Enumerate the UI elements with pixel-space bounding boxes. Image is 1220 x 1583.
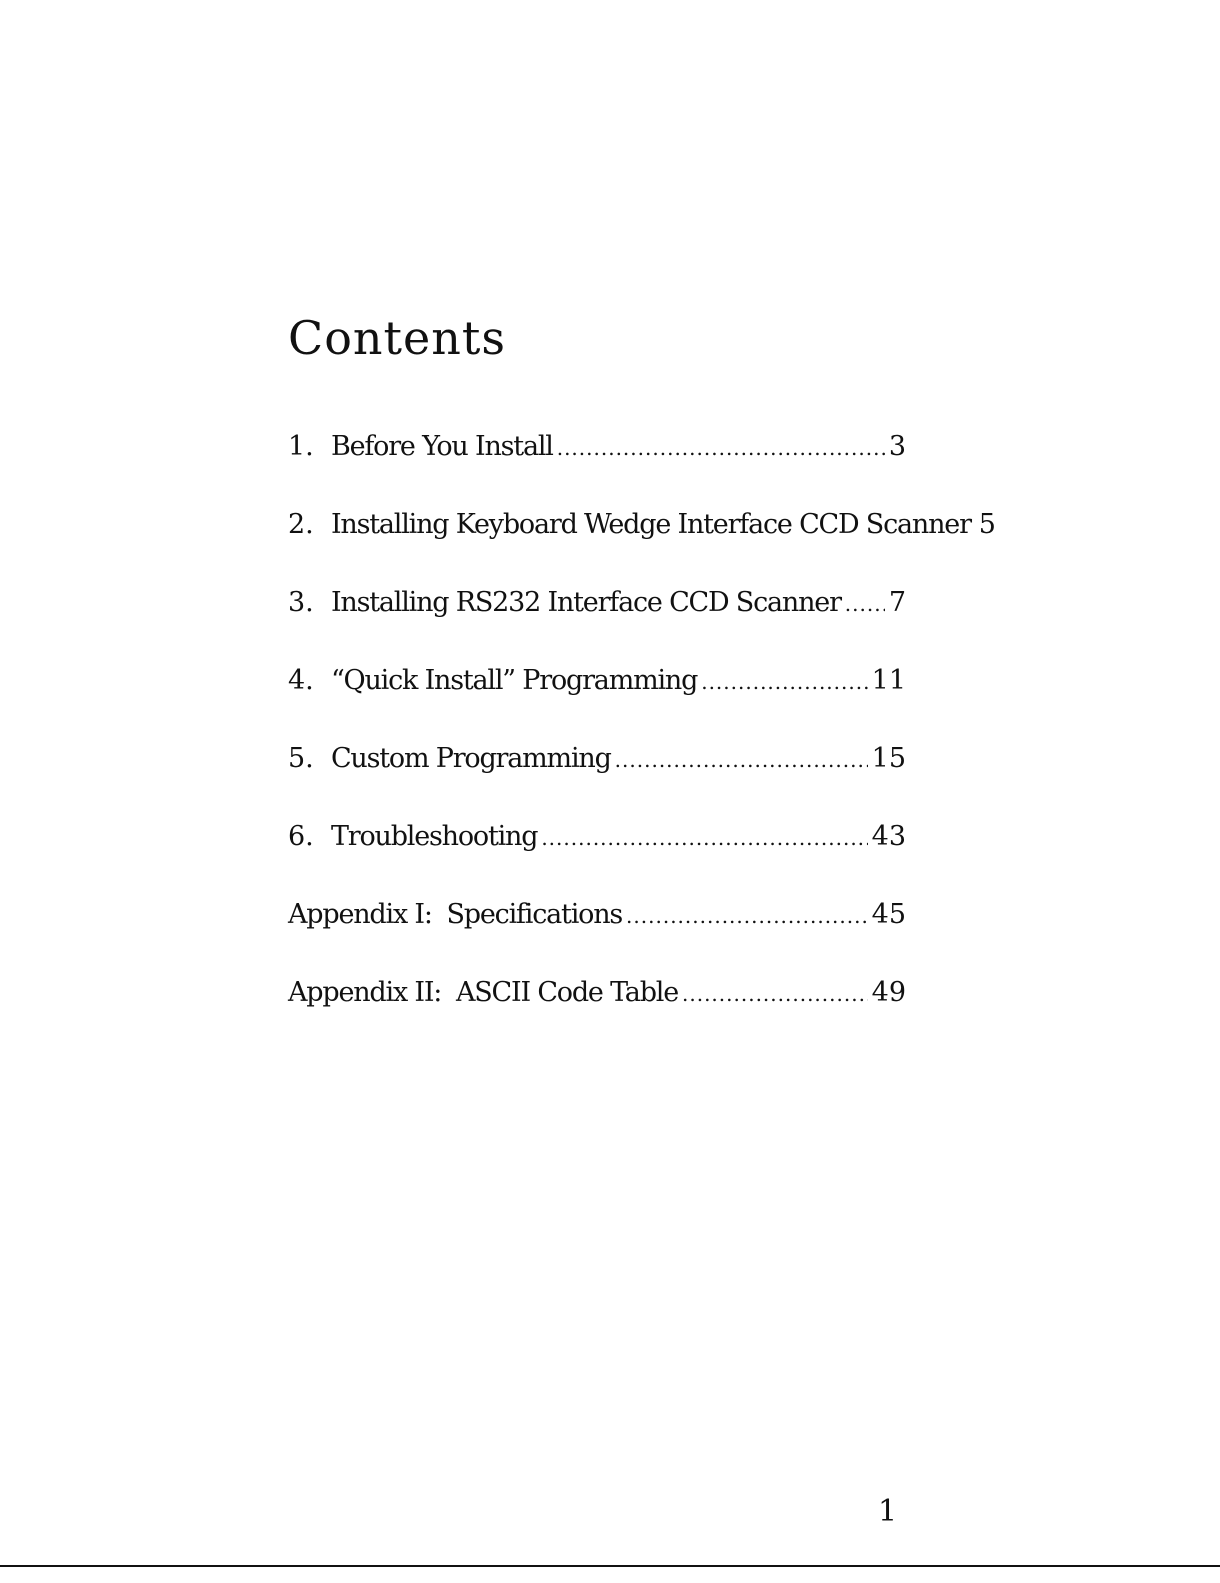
toc-entry-number: 4. [288,665,331,696]
dot-leader [701,659,867,705]
toc-entry-rs232[interactable] [288,580,906,658]
toc-entry-number: 2. [288,509,331,540]
toc-entry-page: 3 [888,431,906,462]
toc-entry-label: Troubleshooting [330,821,538,852]
dot-leader [626,893,868,939]
toc-entry-keyboard-wedge[interactable] [288,502,996,580]
toc-entry-appendix-ascii[interactable] [288,970,906,1048]
toc-entry-label: Custom Programming [330,743,611,774]
toc-entry-quick-install[interactable] [288,658,906,736]
dot-leader [682,971,868,1017]
table-of-contents [288,424,996,1048]
toc-entry-page: 15 [871,743,906,774]
toc-entry-page: 11 [871,665,906,696]
toc-entry-number: 5. [288,743,331,774]
toc-entry-appendix-specifications[interactable] [288,892,906,970]
dot-leader [541,815,867,861]
toc-entry-label: “Quick Install” Programming [330,665,698,696]
page-title: Contents [288,311,506,365]
toc-entry-page: 45 [871,899,906,930]
toc-entry-number: 3. [288,587,331,618]
toc-entry-page: 5 [978,509,996,540]
toc-entry-label: Installing RS232 Interface CCD Scanner [330,587,841,618]
toc-entry-label: Before You Install [330,431,553,462]
toc-entry-page: 7 [888,587,906,618]
toc-entry-custom-programming[interactable] [288,736,906,814]
toc-entry-page: 43 [871,821,906,852]
toc-entry-page: 49 [871,977,906,1008]
dot-leader [615,737,868,783]
toc-entry-label: Appendix II: ASCII Code Table [288,977,678,1008]
toc-entry-troubleshooting[interactable] [288,814,906,892]
toc-entry-label: Installing Keyboard Wedge Interface CCD Scanner [330,509,971,540]
toc-entry-number: 6. [288,821,331,852]
page-number: 1 [878,1494,898,1529]
toc-entry-label: Appendix I: Specifications [288,899,623,930]
dot-leader [845,581,885,627]
dot-leader [557,425,885,471]
toc-entry-number: 1. [288,431,331,462]
toc-entry-before-you-install[interactable] [288,424,906,502]
bottom-rule [0,1565,1220,1567]
